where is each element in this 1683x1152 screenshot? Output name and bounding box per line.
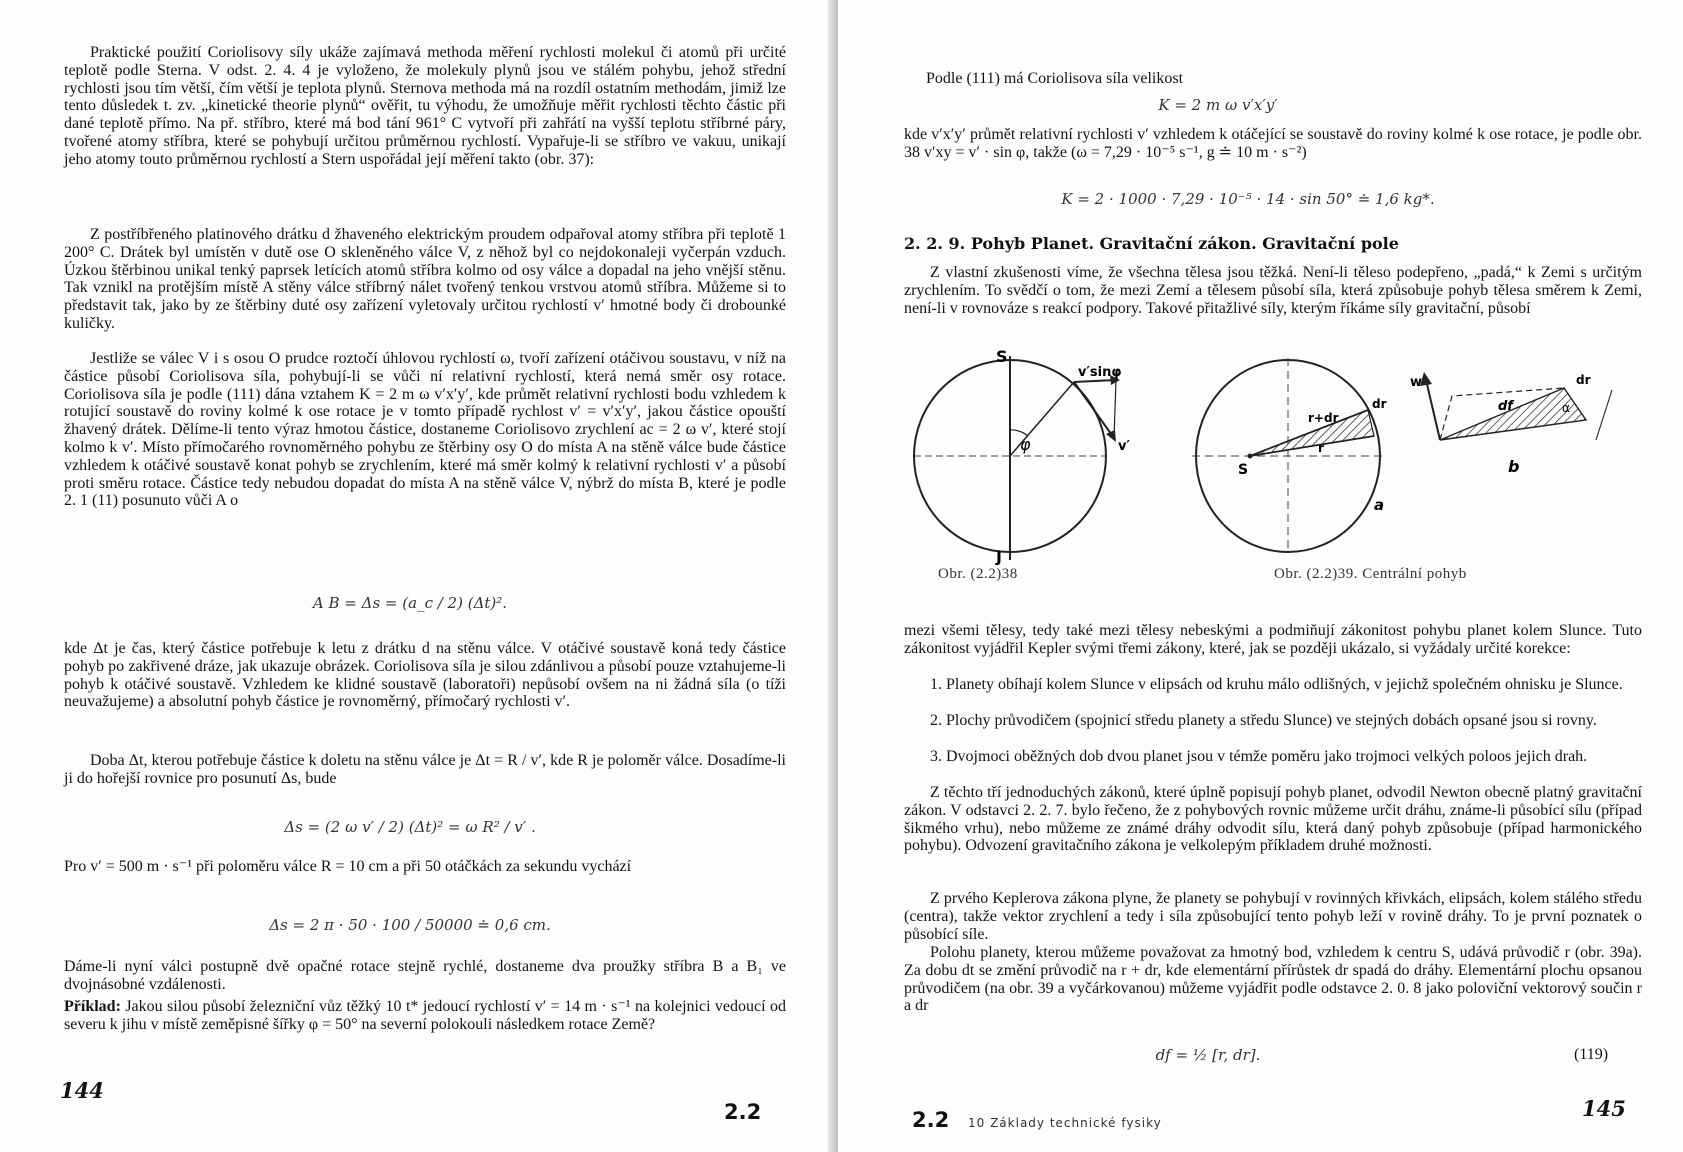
label-rdr: r+dr <box>1308 411 1339 425</box>
component-line <box>1114 380 1116 438</box>
label-dr: dr <box>1372 397 1387 411</box>
example-label: Příklad: <box>64 998 121 1015</box>
caption-figure-38: Obr. (2.2)38 <box>938 566 1018 582</box>
paragraph-rotation: Jestliže se válec V i s osou O prudce roztočí úhlovou rychlostí ω, tvoří zařízení otáčivou soustavu, v níž na částice působí Coriolisova síla, pohybují-li se vůči ní relativní rychlostí, která nemá směr osy rotace. Coriolisova síla je podle (111) dána vztahem K = 2 m ω v′x′y′, kde průmět relativní rychlosti bodu vzhledem k rotující soustavě do roviny kolmé k ose rotace je v tomto případě rychlost v′ = v′x′y′, jakou částice opouští žhavený drátek. Dělíme-li tento výraz hmotou částice, dostaneme Coriolisovo zrychlení ac = 2 ω v′, které stojí kolmo k v′. Místo přímočarého rovnoměrného pohybu ze štěrbiny osy O do místa A na stěně válce bude částice vzhledem k otáčivé soustavě konat pohyb se zrychlením, které má směr kolmý k relativní rychlosti v′ a působí proti směru rotace. Částice tedy nebudou dopadat do místa A na stěně válce V, nýbrž do místa B, které je podle 2. 1 (11) posunuto vůči A o <box>64 350 786 510</box>
equation-ab: A B = Δs = (a_c / 2) (Δt)². <box>312 594 508 612</box>
label-alpha: α <box>1562 401 1570 415</box>
paragraph-two-rotations: Dáme-li nyní válci postupně dvě opačné rotace stejně rychlé, dostaneme dva proužky stříbra B a B₁ ve dvojnásobné vzdálenosti. <box>64 958 786 993</box>
paragraph-first-law: Z prvého Keplerova zákona plyne, že planety se pohybují v rovinných křivkách, elipsách, kolem stálého středu (centra), takže vektor zrychlení a tedy i síla způsobující tento pohyb leží v rovině dráhy. To je první poznatek o působící síle. <box>904 890 1642 943</box>
paragraph-kepler-1: 1. Planety obíhají kolem Slunce v elipsách od kruhu málo odlišných, v jejichž společném ohnisku je Slunce. <box>930 676 1623 693</box>
paragraph-stern-intro: Praktické použití Coriolisovy síly ukáže zajímavá methoda měření rychlosti molekul či atomů při určité teplotě podle Sterna. V odst. 2. 4. 4 je vyloženo, že molekuly plynů jsou ve stálém pohybu, jehož střední rychlosti jsou tím větší, čím větší je teplota plynů. Sternova methoda má na rozdíl ostatním methodám, jimiž lze tento důsledek t. zv. „kinetické theorie plynů“ ověřit, tu výhodu, že umožňuje měřit rychlosti těchto částic při dané teplotě přímo. Na př. stříbro, které má bod tání 961° C vytvoří při zahřátí na vyšší teplotu stříbrné páry, tvořené atomy stříbra, které se pohybují určitou průměrnou rychlostí. Vypařuje-li se stříbro ve vakuu, unikají jeho atomy touto průměrnou rychlostí a Stern uspořádal její měření takto (obr. 37): <box>64 44 786 168</box>
paragraph-radius-vector: Polohu planety, kterou můžeme považovat za hmotný bod, vzhledem k centru S, udává průvodič r (obr. 39a). Za dobu dt se změní průvodič na r + dr, kde elementární přírůstek dr spadá do dráhy. Elementární plochu opsanou průvodičem (na obr. 39 a vyčárkovanou) můžeme vyjádřit podle odstavce 2. 0. 8 jako poloviční vektorový součin r a dr <box>904 944 1642 1015</box>
label-j: J <box>996 547 1002 565</box>
intro-line: Podle (111) má Coriolisova síla velikost <box>926 70 1184 87</box>
right-page <box>838 0 1683 1152</box>
equation-ds: Δs = (2 ω v′ / 2) (Δt)² = ω R² / v′ . <box>284 818 536 836</box>
stray-mark <box>1596 390 1612 440</box>
equation-number-119: (119) <box>1574 1046 1609 1063</box>
section-heading: 2. 2. 9. Pohyb Planet. Gravitační zákon. Gravitační pole <box>904 234 1399 253</box>
label-b: b <box>1508 457 1520 476</box>
figure-38 <box>898 350 1168 565</box>
paragraph-kepler-intro: mezi všemi tělesy, tedy také mezi tělesy nebeskými a podmiňují zákonitost pohybu planet kolem Slunce. Tuto zákonitost vyjádřil Kepler svými třemi zákony, které, jak se později ukázalo, si vyžádaly určité korekce: <box>904 622 1642 657</box>
label-phi: φ <box>1020 435 1031 454</box>
equation-numeric: Δs = 2 π · 50 · 100 / 50000 ≐ 0,6 cm. <box>269 916 551 934</box>
paragraph-numeric-values: Pro v′ = 500 m · s⁻¹ při poloměru válce R = 10 cm a při 50 otáčkách za sekundu vychází <box>64 858 632 875</box>
example-text: Jakou silou působí železniční vůz těžký 10 t* jedoucí rychlostí v′ = 14 m · s⁻¹ na kolejnici vedoucí od severu k jihu v místě zeměpisné šířky φ = 50° na severní polokouli následkem rotace Země? <box>64 998 786 1033</box>
label-w: w <box>1410 375 1423 390</box>
label-s-39: S <box>1238 462 1249 478</box>
label-df: df <box>1498 399 1513 414</box>
page-number-left: 144 <box>60 1078 104 1103</box>
vsin-arrow <box>1074 380 1116 382</box>
section-tag-right: 2.2 <box>912 1108 950 1132</box>
label-v: v′ <box>1118 439 1130 454</box>
paragraph-gravity-intro: Z vlastní zkušenosti víme, že všechna tělesa jsou těžká. Není-li těleso podepřeno, „padá,“ k Zemi s určitým zrychlením. To svědčí o tom, že mezi Zemí a tělesem působí síla, která způsobuje pohyb tělesa směrem k Zemi, není-li v rovnováze s reakcí podpory. Takové přitažlivé síly, kterým říkáme síly gravitační, působí <box>904 264 1642 317</box>
section-tag-left: 2.2 <box>724 1100 762 1124</box>
equation-coriolis-k: K = 2 m ω v′x′y′ <box>1158 96 1278 114</box>
paragraph-stern-apparatus: Z postříbřeného platinového drátku d žhaveného elektrickým proudem odpařoval atomy stříbra při teplotě 1 200° C. Drátek byl umístěn v dutě ose O skleněného válce V, z něhož byl co nejdokonaleji vyčerpán vzduch. Úzkou štěrbinou unikal tenký paprsek letících atomů stříbra kolmo od osy válce a dopadal na jeho vnější stěnu. Tak vznikl na protějším místě A stěny válce stříbrný nálet tvořený tenkou vrstvou atomů stříbra. Můžeme si to představit tak, jako by ze štěrbiny duté osy zařízení vyletovaly určitou rychlostí v′ hmotné body či drobounké kuličky. <box>64 226 786 332</box>
paragraph-projection: kde v′x′y′ průmět relativní rychlosti v′ vzhledem k otáčející se soustavě do roviny kolmé k ose rotace, je podle obr. 38 v′xy = v′ · sin φ, takže (ω = 7,29 · 10⁻⁵ s⁻¹, g ≐ 10 m · s⁻²) <box>904 126 1642 161</box>
caption-figure-39: Obr. (2.2)39. Centrální pohyb <box>1274 566 1467 582</box>
figure-39 <box>1178 350 1618 565</box>
example-paragraph <box>64 998 786 1034</box>
left-page <box>0 0 838 1152</box>
w-arrow <box>1426 380 1440 440</box>
equation-result: K = 2 · 1000 · 7,29 · 10⁻⁵ · 14 · sin 50° ≐ 1,6 kg*. <box>1061 190 1435 208</box>
paragraph-time-of-flight: kde Δt je čas, který částice potřebuje k letu z drátku d na stěnu válce. V otáčivé soustavě koná tedy částice pohyb po zakřivené dráze, jak ukazuje obrázek. Coriolisova síla je silou zdánlivou a působí pouze vztahujeme-li pohyb k otáčivé soustavě. Vzhledem ke klidné soustavě (laboratoři) nepůsobí ovšem na ni žádná síla (o tíži neuvažujeme) a absolutní pohyb částice je rovnoměrný, přímočarý rychlosti v′. <box>64 640 786 711</box>
paragraph-kepler-2: 2. Plochy průvodičem (spojnicí středu planety a středu Slunce) ve stejných dobách opsané jsou si rovny. <box>930 712 1597 729</box>
equation-119: df = ½ [r, dr]. <box>1155 1046 1261 1064</box>
book-footer: 10 Základy technické fysiky <box>968 1116 1162 1130</box>
label-vsin: v′sinφ <box>1078 365 1122 380</box>
label-a: a <box>1374 496 1385 514</box>
paragraph-flight-duration: Doba Δt, kterou potřebuje částice k doletu na stěnu válce je Δt = R / v′, kde R je poloměr válce. Dosadíme-li ji do hořejší rovnice pro posunutí Δs, bude <box>64 752 786 787</box>
paragraph-newton: Z těchto tří jednoduchých zákonů, které úplně popisují pohyb planet, odvodil Newton obecně platný gravitační zákon. V odstavci 2. 2. 7. bylo řečeno, že z pohybových rovnic můžeme určit dráhu, známe-li působící sílu (případ šikmého vrhu), nebo můžeme ze známé dráhy odvodit sílu, která daný pohyb způsobuje (případ harmonického pohybu). Odvození gravitačního zákona je velkolepým příkladem druhé možnosti. <box>904 784 1642 855</box>
paragraph-kepler-3: 3. Dvojmoci oběžných dob dvou planet jsou v témže poměru jako trojmoci velkých poloos jejich drah. <box>930 748 1588 765</box>
page-number-right: 145 <box>1582 1096 1626 1121</box>
label-s: S <box>996 350 1008 366</box>
v-arrow <box>1074 382 1114 438</box>
label-r: r <box>1318 441 1324 455</box>
label-dr-b: dr <box>1576 373 1591 387</box>
